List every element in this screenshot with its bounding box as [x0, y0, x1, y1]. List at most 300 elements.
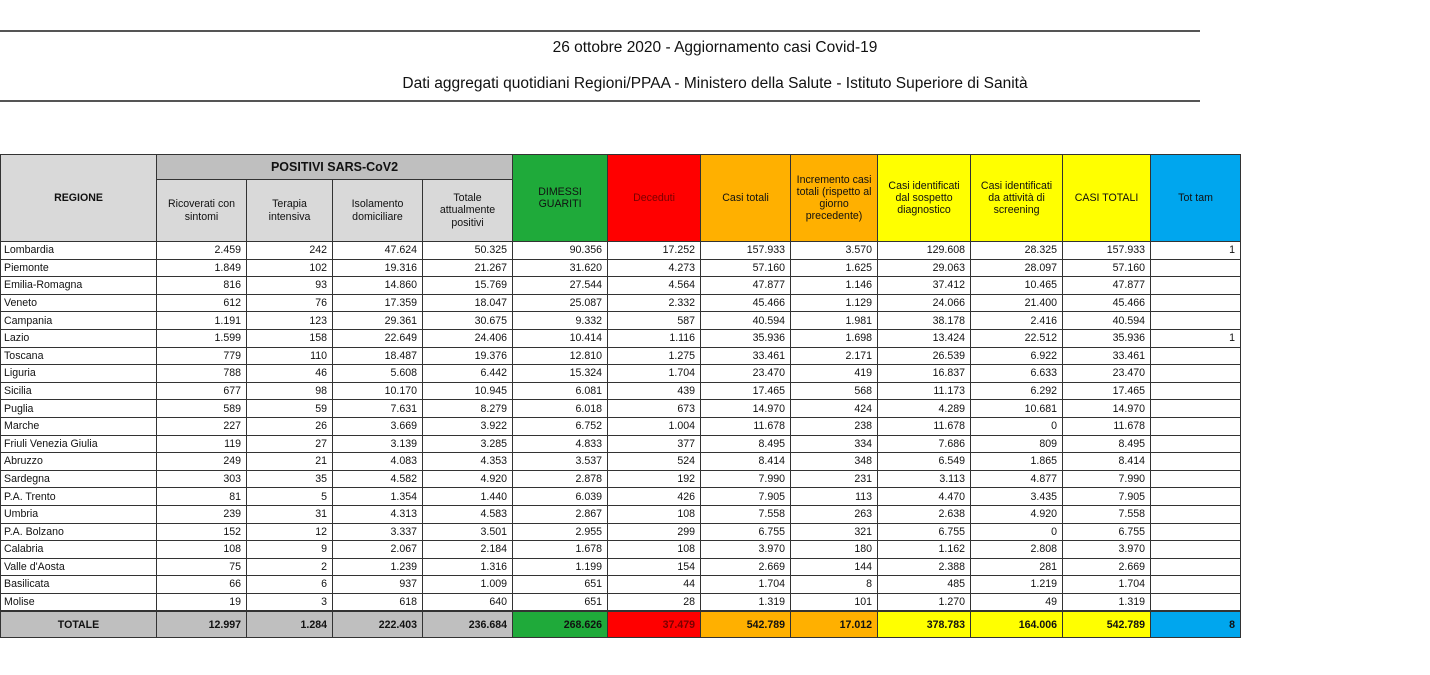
header-totale-positivi: Totale attualmente positivi [423, 180, 513, 242]
cell-casi-totali: 2.669 [701, 558, 791, 576]
cell-deceduti: 154 [608, 558, 701, 576]
cell-ricoverati: 303 [157, 470, 247, 488]
cell-deceduti: 299 [608, 523, 701, 541]
cell-screening: 49 [971, 593, 1063, 611]
cell-screening: 1.219 [971, 576, 1063, 594]
cell-casi-totali: 1.319 [701, 593, 791, 611]
cell-isolamento: 618 [333, 593, 423, 611]
cell-casi-totali-2: 23.470 [1063, 365, 1151, 383]
cell-sospetto: 1.162 [878, 541, 971, 559]
cell-casi-totali: 7.990 [701, 470, 791, 488]
cell-region: Abruzzo [1, 453, 157, 471]
cell-incremento: 321 [791, 523, 878, 541]
cell-ricoverati: 66 [157, 576, 247, 594]
cell-deceduti: 673 [608, 400, 701, 418]
cell-tamponi [1151, 312, 1241, 330]
header-deceduti: Deceduti [608, 155, 701, 242]
totals-casi-totali-2: 542.789 [1063, 611, 1151, 638]
cell-totale-positivi: 4.353 [423, 453, 513, 471]
cell-region: Sicilia [1, 382, 157, 400]
cell-incremento: 144 [791, 558, 878, 576]
totals-sospetto: 378.783 [878, 611, 971, 638]
cell-tamponi [1151, 558, 1241, 576]
cell-dimessi: 651 [513, 576, 608, 594]
cell-terapia: 27 [247, 435, 333, 453]
cell-terapia: 123 [247, 312, 333, 330]
cell-terapia: 26 [247, 417, 333, 435]
cell-totale-positivi: 3.922 [423, 417, 513, 435]
cell-screening: 0 [971, 417, 1063, 435]
cell-region: Friuli Venezia Giulia [1, 435, 157, 453]
cell-dimessi: 6.752 [513, 417, 608, 435]
cell-screening: 4.877 [971, 470, 1063, 488]
cell-tamponi [1151, 505, 1241, 523]
cell-tamponi: 1 [1151, 242, 1241, 260]
cell-dimessi: 1.199 [513, 558, 608, 576]
cell-deceduti: 108 [608, 541, 701, 559]
cell-screening: 22.512 [971, 329, 1063, 347]
cell-deceduti: 1.116 [608, 329, 701, 347]
cell-screening: 28.097 [971, 259, 1063, 277]
cell-casi-totali: 11.678 [701, 417, 791, 435]
cell-tamponi [1151, 382, 1241, 400]
cell-dimessi: 31.620 [513, 259, 608, 277]
cell-tamponi [1151, 541, 1241, 559]
cell-sospetto: 6.549 [878, 453, 971, 471]
table-body [1, 242, 1241, 611]
cell-sospetto: 26.539 [878, 347, 971, 365]
cell-totale-positivi: 1.009 [423, 576, 513, 594]
cell-dimessi: 6.039 [513, 488, 608, 506]
cell-dimessi: 2.955 [513, 523, 608, 541]
cell-sospetto: 24.066 [878, 294, 971, 312]
header-terapia: Terapia intensiva [247, 180, 333, 242]
cell-incremento: 419 [791, 365, 878, 383]
cell-deceduti: 44 [608, 576, 701, 594]
cell-region: Molise [1, 593, 157, 611]
cell-dimessi: 6.081 [513, 382, 608, 400]
top-rule [0, 30, 1200, 32]
cell-terapia: 98 [247, 382, 333, 400]
cell-isolamento: 10.170 [333, 382, 423, 400]
cell-tamponi [1151, 294, 1241, 312]
table-row [1, 541, 1241, 559]
cell-ricoverati: 75 [157, 558, 247, 576]
cell-screening: 1.865 [971, 453, 1063, 471]
cell-terapia: 102 [247, 259, 333, 277]
cell-isolamento: 1.239 [333, 558, 423, 576]
cell-terapia: 46 [247, 365, 333, 383]
cell-deceduti: 439 [608, 382, 701, 400]
table-row [1, 329, 1241, 347]
cell-incremento: 1.981 [791, 312, 878, 330]
cell-isolamento: 22.649 [333, 329, 423, 347]
cell-region: Valle d'Aosta [1, 558, 157, 576]
cell-casi-totali-2: 14.970 [1063, 400, 1151, 418]
cell-incremento: 424 [791, 400, 878, 418]
cell-incremento: 263 [791, 505, 878, 523]
cell-deceduti: 1.004 [608, 417, 701, 435]
table-row [1, 347, 1241, 365]
cell-casi-totali-2: 6.755 [1063, 523, 1151, 541]
cell-casi-totali: 7.558 [701, 505, 791, 523]
cell-tamponi [1151, 523, 1241, 541]
cell-sospetto: 7.686 [878, 435, 971, 453]
cell-deceduti: 4.564 [608, 277, 701, 295]
cell-tamponi: 1 [1151, 329, 1241, 347]
cell-casi-totali-2: 57.160 [1063, 259, 1151, 277]
cell-terapia: 9 [247, 541, 333, 559]
totals-terapia: 1.284 [247, 611, 333, 638]
cell-screening: 281 [971, 558, 1063, 576]
cell-casi-totali: 35.936 [701, 329, 791, 347]
totals-incremento: 17.012 [791, 611, 878, 638]
cell-sospetto: 485 [878, 576, 971, 594]
cell-terapia: 31 [247, 505, 333, 523]
cell-casi-totali: 45.466 [701, 294, 791, 312]
cell-dimessi: 25.087 [513, 294, 608, 312]
cell-totale-positivi: 21.267 [423, 259, 513, 277]
cell-sospetto: 1.270 [878, 593, 971, 611]
table-row [1, 523, 1241, 541]
cell-casi-totali: 1.704 [701, 576, 791, 594]
table-row [1, 470, 1241, 488]
page-title: 26 ottobre 2020 - Aggiornamento casi Covid-19 [552, 39, 878, 56]
cell-region: Calabria [1, 541, 157, 559]
cell-dimessi: 651 [513, 593, 608, 611]
cell-incremento: 1.698 [791, 329, 878, 347]
page-subtitle: Dati aggregati quotidiani Regioni/PPAA - Ministero della Salute - Istituto Superiore di Sanità [402, 75, 1028, 92]
cell-totale-positivi: 10.945 [423, 382, 513, 400]
cell-screening: 10.465 [971, 277, 1063, 295]
cell-terapia: 76 [247, 294, 333, 312]
totals-screening: 164.006 [971, 611, 1063, 638]
cell-terapia: 6 [247, 576, 333, 594]
cell-terapia: 21 [247, 453, 333, 471]
cell-deceduti: 192 [608, 470, 701, 488]
cell-casi-totali: 157.933 [701, 242, 791, 260]
table-row [1, 400, 1241, 418]
cell-ricoverati: 1.191 [157, 312, 247, 330]
cell-incremento: 238 [791, 417, 878, 435]
cell-casi-totali-2: 47.877 [1063, 277, 1151, 295]
cell-deceduti: 377 [608, 435, 701, 453]
cell-isolamento: 4.313 [333, 505, 423, 523]
cell-incremento: 334 [791, 435, 878, 453]
cell-screening: 6.922 [971, 347, 1063, 365]
header-tamponi: Tot tam [1151, 155, 1241, 242]
cell-incremento: 1.146 [791, 277, 878, 295]
cell-screening: 10.681 [971, 400, 1063, 418]
cell-incremento: 8 [791, 576, 878, 594]
totals-casi-totali: 542.789 [701, 611, 791, 638]
cell-totale-positivi: 1.316 [423, 558, 513, 576]
table-row [1, 242, 1241, 260]
cell-region: P.A. Bolzano [1, 523, 157, 541]
cell-terapia: 158 [247, 329, 333, 347]
cell-terapia: 59 [247, 400, 333, 418]
cell-totale-positivi: 4.920 [423, 470, 513, 488]
cell-ricoverati: 108 [157, 541, 247, 559]
cell-casi-totali-2: 1.704 [1063, 576, 1151, 594]
cell-casi-totali: 14.970 [701, 400, 791, 418]
cell-dimessi: 1.678 [513, 541, 608, 559]
cell-tamponi [1151, 470, 1241, 488]
header-positivi-group: POSITIVI SARS-CoV2 [157, 155, 513, 180]
cell-casi-totali: 40.594 [701, 312, 791, 330]
cell-dimessi: 12.810 [513, 347, 608, 365]
cell-region: Sardegna [1, 470, 157, 488]
cell-incremento: 101 [791, 593, 878, 611]
header-casi-totali-caps: CASI TOTALI [1063, 155, 1151, 242]
header-casi-totali: Casi totali [701, 155, 791, 242]
cell-dimessi: 9.332 [513, 312, 608, 330]
cell-isolamento: 18.487 [333, 347, 423, 365]
table-row [1, 593, 1241, 611]
cell-sospetto: 13.424 [878, 329, 971, 347]
totals-row [1, 611, 1241, 638]
cell-dimessi: 4.833 [513, 435, 608, 453]
cell-totale-positivi: 18.047 [423, 294, 513, 312]
cell-terapia: 2 [247, 558, 333, 576]
cell-casi-totali-2: 11.678 [1063, 417, 1151, 435]
cell-region: Emilia-Romagna [1, 277, 157, 295]
cell-screening: 2.808 [971, 541, 1063, 559]
cell-region: P.A. Trento [1, 488, 157, 506]
cell-dimessi: 6.018 [513, 400, 608, 418]
cell-casi-totali-2: 157.933 [1063, 242, 1151, 260]
cell-isolamento: 1.354 [333, 488, 423, 506]
cell-dimessi: 10.414 [513, 329, 608, 347]
cell-tamponi [1151, 488, 1241, 506]
cell-sospetto: 16.837 [878, 365, 971, 383]
cell-screening: 6.633 [971, 365, 1063, 383]
cell-screening: 6.292 [971, 382, 1063, 400]
cell-dimessi: 15.324 [513, 365, 608, 383]
cell-screening: 809 [971, 435, 1063, 453]
cell-sospetto: 11.173 [878, 382, 971, 400]
cell-isolamento: 3.337 [333, 523, 423, 541]
cell-dimessi: 2.867 [513, 505, 608, 523]
cell-ricoverati: 677 [157, 382, 247, 400]
cell-deceduti: 17.252 [608, 242, 701, 260]
cell-region: Lazio [1, 329, 157, 347]
cell-deceduti: 2.332 [608, 294, 701, 312]
cell-sospetto: 3.113 [878, 470, 971, 488]
totals-label: TOTALE [1, 611, 157, 638]
table-row [1, 382, 1241, 400]
covid-table-container [0, 154, 1236, 649]
cell-casi-totali-2: 8.495 [1063, 435, 1151, 453]
cell-ricoverati: 239 [157, 505, 247, 523]
table-row [1, 453, 1241, 471]
cell-region: Marche [1, 417, 157, 435]
cell-sospetto: 2.388 [878, 558, 971, 576]
cell-terapia: 242 [247, 242, 333, 260]
cell-sospetto: 4.289 [878, 400, 971, 418]
cell-sospetto: 4.470 [878, 488, 971, 506]
cell-isolamento: 47.624 [333, 242, 423, 260]
cell-isolamento: 7.631 [333, 400, 423, 418]
cell-terapia: 5 [247, 488, 333, 506]
cell-casi-totali: 6.755 [701, 523, 791, 541]
cell-casi-totali-2: 35.936 [1063, 329, 1151, 347]
cell-casi-totali-2: 17.465 [1063, 382, 1151, 400]
covid-regions-table [0, 154, 1241, 638]
cell-deceduti: 108 [608, 505, 701, 523]
cell-casi-totali: 33.461 [701, 347, 791, 365]
cell-isolamento: 5.608 [333, 365, 423, 383]
cell-tamponi [1151, 593, 1241, 611]
cell-deceduti: 587 [608, 312, 701, 330]
cell-casi-totali-2: 2.669 [1063, 558, 1151, 576]
cell-ricoverati: 249 [157, 453, 247, 471]
cell-region: Liguria [1, 365, 157, 383]
cell-totale-positivi: 50.325 [423, 242, 513, 260]
cell-casi-totali-2: 8.414 [1063, 453, 1151, 471]
cell-tamponi [1151, 417, 1241, 435]
cell-screening: 28.325 [971, 242, 1063, 260]
cell-casi-totali: 57.160 [701, 259, 791, 277]
cell-casi-totali-2: 40.594 [1063, 312, 1151, 330]
cell-ricoverati: 227 [157, 417, 247, 435]
cell-deceduti: 1.704 [608, 365, 701, 383]
cell-dimessi: 3.537 [513, 453, 608, 471]
cell-ricoverati: 788 [157, 365, 247, 383]
cell-totale-positivi: 30.675 [423, 312, 513, 330]
cell-ricoverati: 152 [157, 523, 247, 541]
cell-deceduti: 28 [608, 593, 701, 611]
cell-ricoverati: 81 [157, 488, 247, 506]
cell-tamponi [1151, 435, 1241, 453]
cell-deceduti: 4.273 [608, 259, 701, 277]
cell-casi-totali-2: 33.461 [1063, 347, 1151, 365]
cell-tamponi [1151, 347, 1241, 365]
table-row [1, 435, 1241, 453]
header-screening: Casi identificati da attività di screening [971, 155, 1063, 242]
cell-totale-positivi: 640 [423, 593, 513, 611]
cell-totale-positivi: 19.376 [423, 347, 513, 365]
cell-isolamento: 19.316 [333, 259, 423, 277]
cell-incremento: 113 [791, 488, 878, 506]
cell-ricoverati: 589 [157, 400, 247, 418]
cell-dimessi: 90.356 [513, 242, 608, 260]
cell-tamponi [1151, 576, 1241, 594]
cell-casi-totali: 23.470 [701, 365, 791, 383]
cell-casi-totali-2: 7.558 [1063, 505, 1151, 523]
table-row [1, 294, 1241, 312]
cell-isolamento: 4.582 [333, 470, 423, 488]
table-row [1, 488, 1241, 506]
cell-isolamento: 3.669 [333, 417, 423, 435]
cell-casi-totali: 8.495 [701, 435, 791, 453]
totals-dimessi: 268.626 [513, 611, 608, 638]
cell-sospetto: 129.608 [878, 242, 971, 260]
table-row [1, 365, 1241, 383]
cell-sospetto: 6.755 [878, 523, 971, 541]
cell-region: Lombardia [1, 242, 157, 260]
table-row [1, 558, 1241, 576]
cell-casi-totali-2: 7.905 [1063, 488, 1151, 506]
cell-isolamento: 14.860 [333, 277, 423, 295]
cell-screening: 21.400 [971, 294, 1063, 312]
cell-deceduti: 426 [608, 488, 701, 506]
cell-casi-totali: 47.877 [701, 277, 791, 295]
cell-casi-totali-2: 3.970 [1063, 541, 1151, 559]
header-isolamento: Isolamento domiciliare [333, 180, 423, 242]
cell-totale-positivi: 3.285 [423, 435, 513, 453]
header-ricoverati: Ricoverati con sintomi [157, 180, 247, 242]
cell-deceduti: 524 [608, 453, 701, 471]
cell-region: Piemonte [1, 259, 157, 277]
cell-terapia: 12 [247, 523, 333, 541]
header-regione: REGIONE [1, 155, 157, 242]
cell-region: Umbria [1, 505, 157, 523]
cell-dimessi: 27.544 [513, 277, 608, 295]
cell-casi-totali: 8.414 [701, 453, 791, 471]
cell-totale-positivi: 4.583 [423, 505, 513, 523]
cell-casi-totali-2: 7.990 [1063, 470, 1151, 488]
cell-casi-totali: 7.905 [701, 488, 791, 506]
cell-totale-positivi: 2.184 [423, 541, 513, 559]
cell-isolamento: 17.359 [333, 294, 423, 312]
cell-terapia: 35 [247, 470, 333, 488]
cell-ricoverati: 612 [157, 294, 247, 312]
cell-isolamento: 29.361 [333, 312, 423, 330]
bottom-rule [0, 100, 1200, 102]
cell-region: Basilicata [1, 576, 157, 594]
cell-sospetto: 2.638 [878, 505, 971, 523]
table-row [1, 312, 1241, 330]
cell-ricoverati: 119 [157, 435, 247, 453]
cell-ricoverati: 1.849 [157, 259, 247, 277]
table-row [1, 576, 1241, 594]
header-incremento: Incremento casi totali (rispetto al giorno precedente) [791, 155, 878, 242]
totals-totale-positivi: 236.684 [423, 611, 513, 638]
cell-incremento: 180 [791, 541, 878, 559]
cell-tamponi [1151, 277, 1241, 295]
cell-isolamento: 3.139 [333, 435, 423, 453]
cell-incremento: 348 [791, 453, 878, 471]
cell-tamponi [1151, 453, 1241, 471]
header-dimessi: DIMESSI GUARITI [513, 155, 608, 242]
cell-totale-positivi: 1.440 [423, 488, 513, 506]
cell-casi-totali-2: 45.466 [1063, 294, 1151, 312]
totals-isolamento: 222.403 [333, 611, 423, 638]
cell-tamponi [1151, 400, 1241, 418]
cell-region: Veneto [1, 294, 157, 312]
cell-ricoverati: 2.459 [157, 242, 247, 260]
cell-screening: 2.416 [971, 312, 1063, 330]
totals-deceduti: 37.479 [608, 611, 701, 638]
cell-terapia: 110 [247, 347, 333, 365]
cell-totale-positivi: 15.769 [423, 277, 513, 295]
cell-sospetto: 29.063 [878, 259, 971, 277]
cell-incremento: 231 [791, 470, 878, 488]
totals-tamponi: 8 [1151, 611, 1241, 638]
cell-casi-totali: 17.465 [701, 382, 791, 400]
cell-ricoverati: 816 [157, 277, 247, 295]
cell-screening: 3.435 [971, 488, 1063, 506]
cell-isolamento: 2.067 [333, 541, 423, 559]
cell-dimessi: 2.878 [513, 470, 608, 488]
cell-tamponi [1151, 365, 1241, 383]
cell-isolamento: 4.083 [333, 453, 423, 471]
cell-totale-positivi: 6.442 [423, 365, 513, 383]
cell-ricoverati: 1.599 [157, 329, 247, 347]
cell-region: Campania [1, 312, 157, 330]
cell-incremento: 2.171 [791, 347, 878, 365]
